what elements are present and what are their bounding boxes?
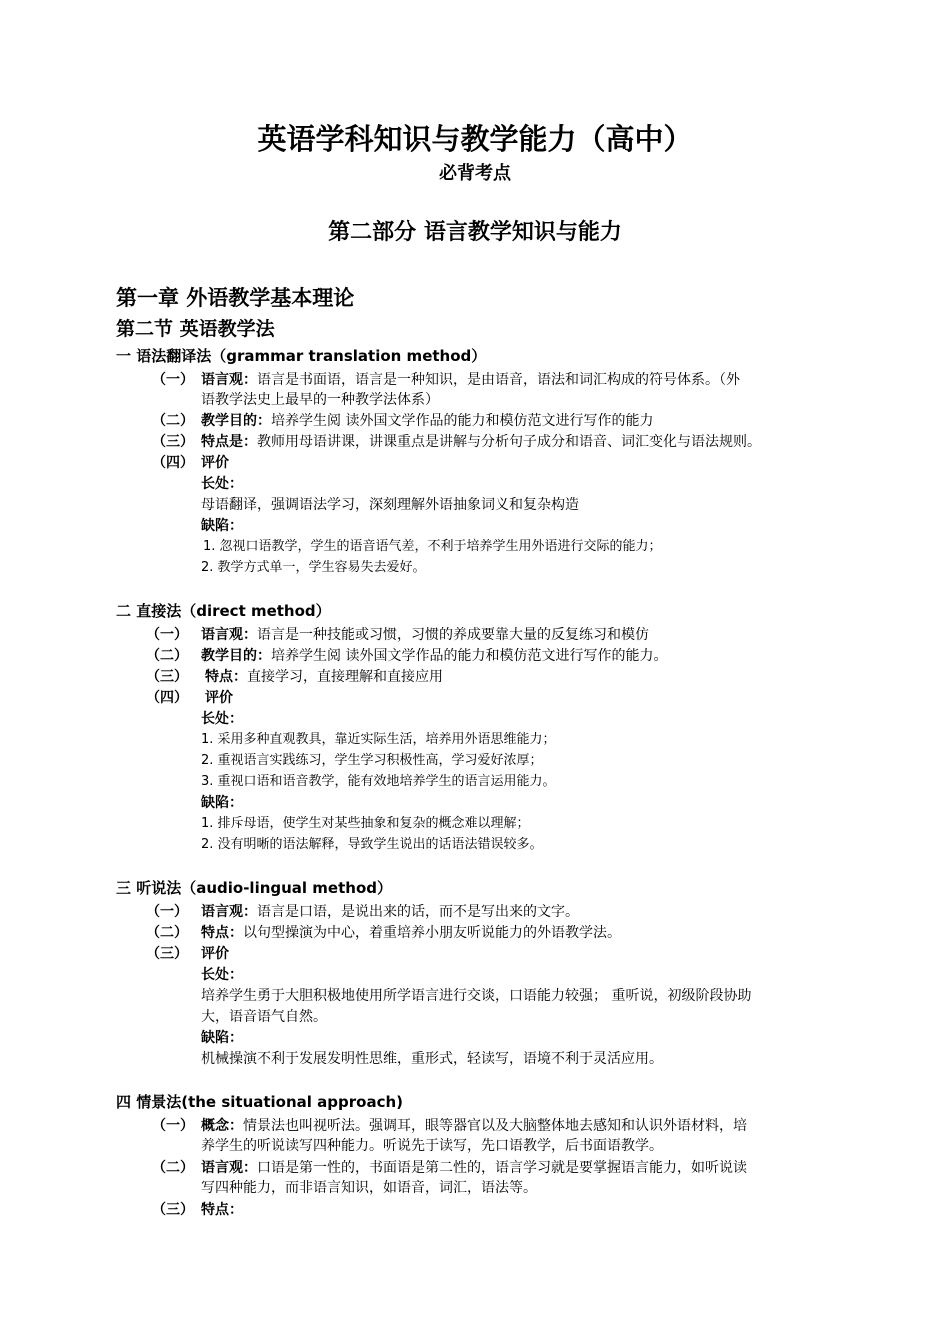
pros-text: 3. 重视口语和语音教学，能有效地培养学生的语言运用能力。 bbox=[201, 774, 556, 789]
item-label: 特点： bbox=[201, 1202, 243, 1218]
item-label: 教学目的： bbox=[201, 648, 271, 664]
item-text: 情景法也叫视听法。强调耳，眼等器官以及大脑整体地去感知和认识外语材料，培 bbox=[243, 1118, 747, 1134]
pros-label: 长处： bbox=[201, 711, 243, 727]
item-label: 特点： bbox=[201, 925, 243, 941]
cons-text: 2. 教学方式单一，学生容易失去爱好。 bbox=[201, 560, 426, 575]
item-line bbox=[201, 411, 653, 431]
item-label: 特点是： bbox=[201, 434, 257, 450]
item-line bbox=[205, 667, 443, 687]
method-heading: 三 听说法（audio-lingual method） bbox=[116, 879, 392, 897]
cons-label: 缺陷： bbox=[201, 795, 243, 811]
section-title: 第二节 英语教学法 bbox=[116, 318, 275, 340]
document-subtitle: 必背考点 bbox=[439, 163, 511, 184]
item-number: （一） bbox=[146, 904, 188, 920]
pros-text: 培养学生勇于大胆积极地使用所学语言进行交谈，口语能力较强； 重听说，初级阶段协助 bbox=[201, 988, 752, 1004]
item-label: 评价 bbox=[201, 455, 229, 471]
item-text: 直接学习，直接理解和直接应用 bbox=[247, 669, 443, 685]
item-number: （三） bbox=[152, 1202, 194, 1218]
item-line bbox=[201, 370, 740, 390]
item-line bbox=[201, 923, 621, 943]
item-number: （二） bbox=[146, 925, 188, 941]
item-label: 评价 bbox=[205, 690, 233, 706]
item-continuation: 写四种能力，而非语言知识，如语音，词汇，语法等。 bbox=[201, 1180, 537, 1196]
item-number: （三） bbox=[146, 669, 188, 685]
item-line bbox=[201, 1116, 747, 1136]
item-line bbox=[201, 902, 579, 922]
document-title: 英语学科知识与教学能力（高中） bbox=[257, 122, 693, 156]
item-continuation: 语教学法史上最早的一种教学法体系） bbox=[201, 392, 439, 408]
item-number: （一） bbox=[152, 372, 194, 388]
item-text: 语言是一种技能或习惯，习惯的养成要靠大量的反复练习和模仿 bbox=[257, 627, 649, 643]
item-label: 语言观： bbox=[201, 1160, 257, 1176]
item-number: （二） bbox=[152, 1160, 194, 1176]
item-number: （三） bbox=[152, 434, 194, 450]
method-heading: 四 情景法(the situational approach) bbox=[116, 1093, 403, 1111]
item-number: （二） bbox=[152, 413, 194, 429]
item-label: 语言观： bbox=[201, 904, 257, 920]
pros-text: 大，语音语气自然。 bbox=[201, 1009, 327, 1025]
item-line bbox=[201, 432, 761, 452]
item-label: 概念： bbox=[201, 1118, 243, 1134]
item-text: 教师用母语讲课，讲课重点是讲解与分析句子成分和语音、词汇变化与语法规则。 bbox=[257, 434, 761, 450]
item-number: （一） bbox=[152, 1118, 194, 1134]
pros-text: 1. 采用多种直观教具，靠近实际生活，培养用外语思维能力； bbox=[201, 732, 556, 747]
item-line bbox=[201, 646, 667, 666]
item-text: 语言是书面语，语言是一种知识，是由语音，语法和词汇构成的符号体系。（外 bbox=[257, 372, 740, 388]
item-text: 培养学生阅 读外国文学作品的能力和模仿范文进行写作的能力 bbox=[271, 413, 654, 429]
pros-text: 母语翻译，强调语法学习，深刻理解外语抽象词义和复杂构造 bbox=[201, 497, 579, 513]
item-label: 语言观： bbox=[201, 627, 257, 643]
cons-text: 机械操演不利于发展发明性思维，重形式，轻读写，语境不利于灵活应用。 bbox=[201, 1051, 663, 1067]
item-number: （二） bbox=[146, 648, 188, 664]
pros-label: 长处： bbox=[201, 476, 243, 492]
item-text: 培养学生阅 读外国文学作品的能力和模仿范文进行写作的能力。 bbox=[271, 648, 668, 664]
item-label: 语言观： bbox=[201, 372, 257, 388]
item-text: 语言是口语，是说出来的话，而不是写出来的文字。 bbox=[257, 904, 579, 920]
item-number: （四） bbox=[146, 690, 188, 706]
item-line bbox=[201, 625, 649, 645]
method-heading: 二 直接法（direct method） bbox=[116, 602, 331, 620]
chapter-title: 第一章 外语教学基本理论 bbox=[116, 286, 355, 310]
item-label: 评价 bbox=[201, 946, 229, 962]
item-continuation: 养学生的听说读写四种能力。听说先于读写，先口语教学，后书面语教学。 bbox=[201, 1138, 663, 1154]
item-number: （四） bbox=[152, 455, 194, 471]
item-text: 以句型操演为中心，着重培养小朋友听说能力的外语教学法。 bbox=[243, 925, 621, 941]
cons-text: 2. 没有明晰的语法解释，导致学生说出的话语法错误较多。 bbox=[201, 837, 543, 852]
cons-label: 缺陷： bbox=[201, 1030, 243, 1046]
item-text: 口语是第一性的，书面语是第二性的，语言学习就是要掌握语言能力，如听说读 bbox=[257, 1160, 747, 1176]
item-number: （三） bbox=[146, 946, 188, 962]
part-title: 第二部分 语言教学知识与能力 bbox=[328, 220, 622, 245]
method-heading: 一 语法翻译法（grammar translation method） bbox=[116, 347, 487, 365]
pros-text: 2. 重视语言实践练习，学生学习积极性高，学习爱好浓厚； bbox=[201, 753, 543, 768]
item-label: 教学目的： bbox=[201, 413, 271, 429]
item-number: （一） bbox=[146, 627, 188, 643]
item-line bbox=[201, 1158, 747, 1178]
pros-label: 长处： bbox=[201, 967, 243, 983]
cons-text: 1. 忽视口语教学，学生的语音语气差，不利于培养学生用外语进行交际的能力； bbox=[203, 539, 662, 554]
cons-label: 缺陷： bbox=[201, 518, 243, 534]
cons-text: 1. 排斥母语，使学生对某些抽象和复杂的概念难以理解； bbox=[201, 816, 530, 831]
item-label: 特点： bbox=[205, 669, 247, 685]
